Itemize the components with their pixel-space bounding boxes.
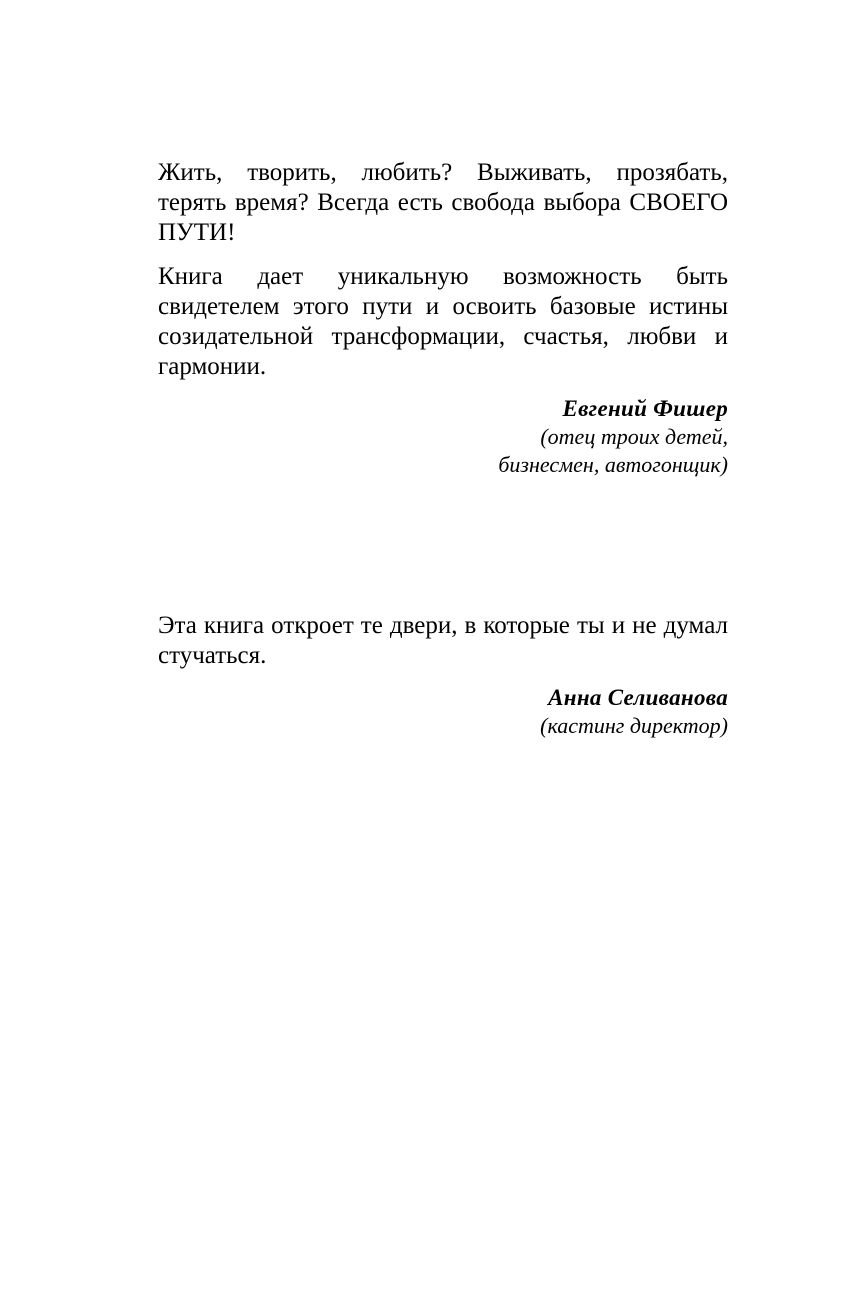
testimonial-1-role-line-2: бизнесмен, автогонщик) — [498, 452, 728, 477]
testimonial-2-paragraph-1: Эта книга откроет те двери, в которые ты и не думал стучаться. — [158, 612, 728, 669]
testimonial-block-1 — [158, 158, 728, 479]
testimonial-2-attribution — [158, 683, 728, 740]
testimonial-1-role-line-1: (отец троих детей, — [540, 424, 728, 449]
testimonial-1-author: Евгений Фишер — [562, 396, 728, 421]
testimonial-1-paragraph-1: Жить, творить, любить? Выживать, прозябать, терять время? Всегда есть свобода выбора СВОЕГО ПУТИ! — [158, 159, 728, 246]
testimonial-2-role-line-1: (кастинг директор) — [540, 713, 728, 738]
testimonial-block-2 — [158, 611, 728, 740]
testimonial-1-paragraph-2: Книга дает уникальную возможность быть свидетелем этого пути и освоить базовые истины созидательной трансформации, счастья, любви и гармонии. — [158, 263, 728, 380]
testimonial-2-author: Анна Селиванова — [548, 685, 728, 710]
testimonial-1-attribution — [158, 394, 728, 479]
